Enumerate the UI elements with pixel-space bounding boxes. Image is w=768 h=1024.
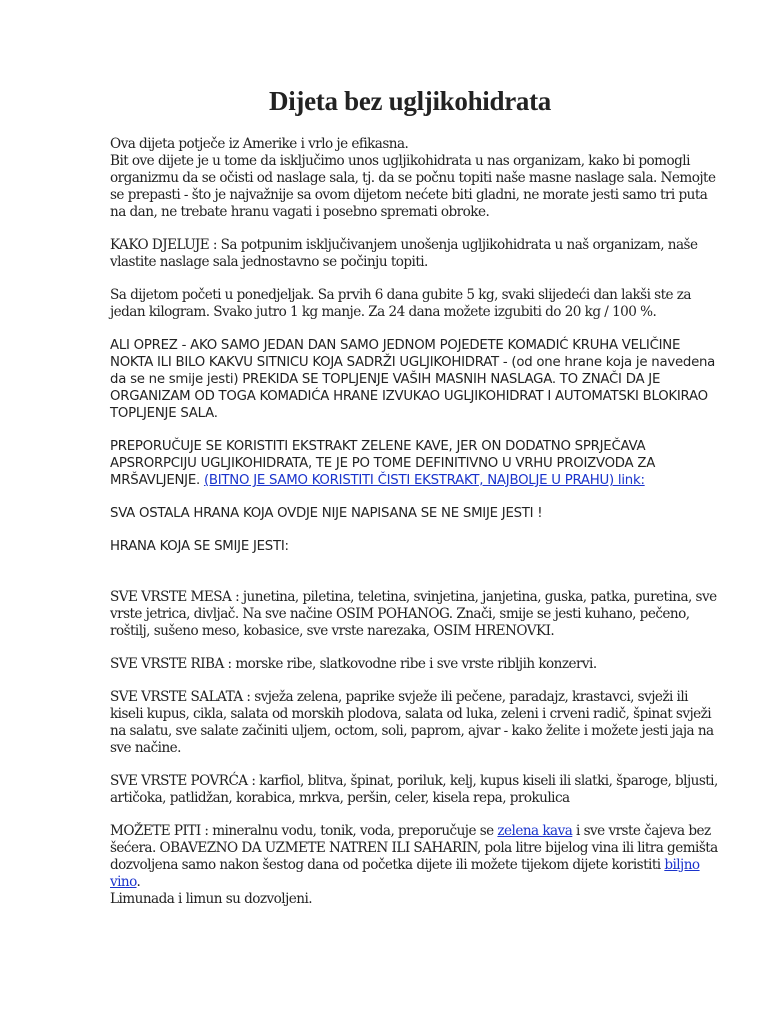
drinks-text-2: i sve vrste čajeva bez šećera. OBAVEZNO DA UZMETE NATREN ILI SAHARIN, pola litre bijelog vina ili litra gemišta dozvoljena samo nakon šestog dana od početka dijete ili možete tijekom dijete koristiti bbox=[110, 823, 718, 873]
meat-paragraph: SVE VRSTE MESA : junetina, piletina, teletina, svinjetina, janjetina, guska, patka, puretina, sve vrste jetrica, divljač. Na sve načine OSIM POHANOG. Znači, smije se jesti kuhano, pečeno, roštilj, sušeno meso, kobasice, sve vrste narezaka, OSIM HRENOVKI. bbox=[110, 589, 717, 639]
drinks-text-3: . bbox=[136, 874, 141, 890]
recommendation-paragraph bbox=[110, 438, 720, 489]
recommendation-text: PREPORUČUJE SE KORISTITI EKSTRAKT ZELENE KAVE, JER ON DODATNO SPRJEČAVA APSRORPCIJU UGLJIKOHIDRATA, TE JE PO TOME DEFINITIVNO U VRHU PROIZVODA ZA MRŠAVLJENJE. bbox=[110, 439, 656, 488]
lemonade-paragraph: Limunada i limun su dozvoljeni. bbox=[110, 891, 313, 907]
document-body bbox=[110, 136, 720, 908]
intro-paragraph-1: Ova dijeta potječe iz Amerike i vrlo je efikasna. bbox=[110, 136, 409, 152]
herbal-wine-link[interactable]: biljno vino bbox=[110, 857, 700, 890]
fish-paragraph: SVE VRSTE RIBA : morske ribe, slatkovodne ribe i sve vrste ribljih konzervi. bbox=[110, 656, 597, 672]
forbidden-food-note: SVA OSTALA HRANA KOJA OVDJE NIJE NAPISANA SE NE SMIJE JESTI ! bbox=[110, 506, 543, 521]
green-coffee-link[interactable]: zelena kava bbox=[497, 823, 573, 839]
how-it-works-paragraph: KAKO DJELUJE : Sa potpunim isključivanjem unošenja ugljikohidrata u naš organizam, naše vlastite naslage sala jednostavno se počinju topiti. bbox=[110, 237, 698, 270]
warning-paragraph: ALI OPREZ - AKO SAMO JEDAN DAN SAMO JEDNOM POJEDETE KOMADIĆ KRUHA VELIČINE NOKTA ILI BILO KAKVU SITNICU KOJA SADRŽI UGLJIKOHIDRAT - (od one hrane koja je navedena da se ne smije jesti) PREKIDA SE TOPLJENJE VAŠIH MASNIH NASLAGA. TO ZNAČI DA JE ORGANIZAM OD TOGA KOMADIĆA HRANE IZVUKAO UGLJIKOHIDRAT I AUTOMATSKI BLOKIRAO TOPLJENJE SALA. bbox=[110, 338, 716, 421]
document-title: Dijeta bez ugljikohidrata bbox=[269, 86, 551, 116]
drinks-paragraph bbox=[110, 823, 720, 891]
intro-paragraph-2: Bit ove dijete je u tome da isključimo unos ugljikohidrata u nas organizam, kako bi pomogli organizmu da se očisti od naslage sala, tj. da se počnu topiti naše masne naslage sala. Nemojte se prepasti - što je najvažnije sa ovom dijetom nećete biti gladni, ne morate jesti samo tri puta na dan, ne trebate hranu vagati i posebno spremati obroke. bbox=[110, 153, 716, 220]
vegetables-paragraph: SVE VRSTE POVRĆA : karfiol, blitva, špinat, poriluk, kelj, kupus kiseli ili slatki, šparoge, bljusti, artičoka, patlidžan, korabica, mrkva, peršin, celer, kisela repa, prokulica bbox=[110, 773, 718, 806]
drinks-text-1: MOŽETE PITI : mineralnu vodu, tonik, voda, preporučuje se bbox=[110, 823, 498, 839]
green-coffee-extract-link[interactable]: (BITNO JE SAMO KORISTITI ČISTI EKSTRAKT, NAJBOLJE U PRAHU) link: bbox=[203, 473, 645, 488]
allowed-food-heading: HRANA KOJA SE SMIJE JESTI: bbox=[110, 539, 289, 554]
start-paragraph: Sa dijetom početi u ponedjeljak. Sa prvih 6 dana gubite 5 kg, svaki slijedeći dan lakši ste za jedan kilogram. Svako jutro 1 kg manje. Za 24 dana možete izgubiti do 20 kg / 100 %. bbox=[110, 287, 691, 320]
salad-paragraph: SVE VRSTE SALATA : svježa zelena, paprike svježe ili pečene, paradajz, krastavci, svježi ili kiseli kupus, cikla, salata od morskih plodova, salata od luka, zeleni i crveni radič, špinat svježi na salatu, sve salate začiniti uljem, octom, soli, paprom, ajvar - kako želite i možete jesti jaja na sve načine. bbox=[110, 689, 714, 756]
